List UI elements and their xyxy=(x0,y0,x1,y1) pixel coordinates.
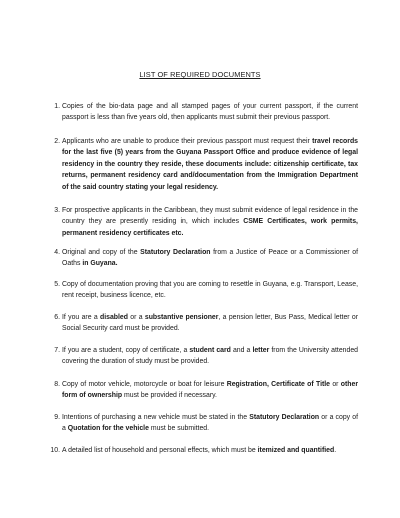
list-item-number: 6. xyxy=(54,314,60,321)
list-item-emphasis: student card xyxy=(189,347,231,354)
list-item-text: Copy of motor vehicle, motorcycle or boat for leisure xyxy=(62,381,227,388)
list-item xyxy=(54,101,358,124)
list-item-emphasis: letter xyxy=(252,347,270,354)
list-item-number: 5. xyxy=(54,281,60,288)
list-item-emphasis: itemized and quantified xyxy=(257,447,335,454)
list-item-emphasis: disabled xyxy=(100,314,128,321)
list-item xyxy=(54,412,358,435)
list-item-number: 1. xyxy=(54,103,60,110)
list-item xyxy=(54,247,359,270)
list-item xyxy=(54,205,358,239)
list-item-text: Intentions of purchasing a new vehicle must be stated in the xyxy=(62,414,250,421)
list-item-text: must be submitted. xyxy=(148,425,210,433)
list-item-text: or xyxy=(330,381,341,388)
list-item-text: from the University attended covering the duration of study must be provided. xyxy=(62,347,358,366)
list-item-number: 8. xyxy=(54,381,60,388)
list-item-emphasis: travel records for the last five (5) years from the Guyana Passport Office and produce evidence of legal residency in the country they reside, these documents include: citizenship certificate, tax returns, permanent residency card and/documentation from the Immigration Department of the said country stating your legal residency. xyxy=(62,138,358,191)
list-item-text: Applicants who are unable to produce their previous passport must request their xyxy=(62,138,313,145)
list-item-emphasis: other form of ownership xyxy=(62,381,359,400)
list-item-number: 7. xyxy=(54,347,60,354)
list-item-emphasis: Quotation for the vehicle xyxy=(67,425,149,433)
page-title: LIST OF REQUIRED DOCUMENTS xyxy=(139,70,261,79)
list-item-text: If you are a xyxy=(62,314,101,321)
list-item-emphasis: substantive pensioner xyxy=(144,314,219,321)
list-item-text: . xyxy=(334,447,337,454)
list-item-text: For prospective applicants in the Caribbean, they must submit evidence of legal residence in the country they are presently residing in, which includes xyxy=(62,207,358,226)
list-item xyxy=(50,445,358,456)
list-item-text: from a Justice of Peace or a Commissioner of Oaths xyxy=(62,249,359,268)
list-item-text: Original and copy of the xyxy=(62,249,141,256)
list-item-text: and a xyxy=(230,347,253,354)
list-item-text: , a pension letter, Bus Pass, Medical letter or Social Security card must be provided. xyxy=(62,314,359,333)
list-item-text: or a copy of a xyxy=(62,414,358,433)
list-item-number: 2. xyxy=(54,138,60,145)
list-item-emphasis: Statutory Declaration xyxy=(140,249,211,256)
list-item-number: 4. xyxy=(54,249,60,256)
list-item-text: Copy of documentation proving that you are coming to resettle in Guyana, e.g. Transport, Lease, rent receipt, business licence, etc. xyxy=(62,281,358,300)
list-item-text: or a xyxy=(127,314,145,321)
list-item xyxy=(54,279,358,302)
list-item-text: If you are a student, copy of certificate, a xyxy=(62,347,190,354)
list-item-emphasis: CSME Certificates, work permits, permanent residency certificates etc. xyxy=(62,218,358,237)
list-item-number: 10. xyxy=(50,447,60,454)
list-item xyxy=(54,379,359,402)
list-item-number: 9. xyxy=(54,414,60,421)
list-item-text: A detailed list of household and personal effects, which must be xyxy=(62,447,258,454)
list-item-text: Copies of the bio-data page and all stamped pages of your current passport, if the current passport is less than five years old, then applicants must submit their previous passport. xyxy=(62,103,358,122)
list-item-text: must be provided if necessary. xyxy=(122,392,217,400)
list-item xyxy=(54,312,359,335)
list-item-emphasis: Registration, Certificate of Title xyxy=(226,381,331,388)
list-item xyxy=(54,136,358,193)
list-item-number: 3. xyxy=(54,207,60,214)
list-item-emphasis: in Guyana. xyxy=(82,260,118,268)
list-item-emphasis: Statutory Declaration xyxy=(249,414,320,421)
list-item xyxy=(54,345,358,368)
